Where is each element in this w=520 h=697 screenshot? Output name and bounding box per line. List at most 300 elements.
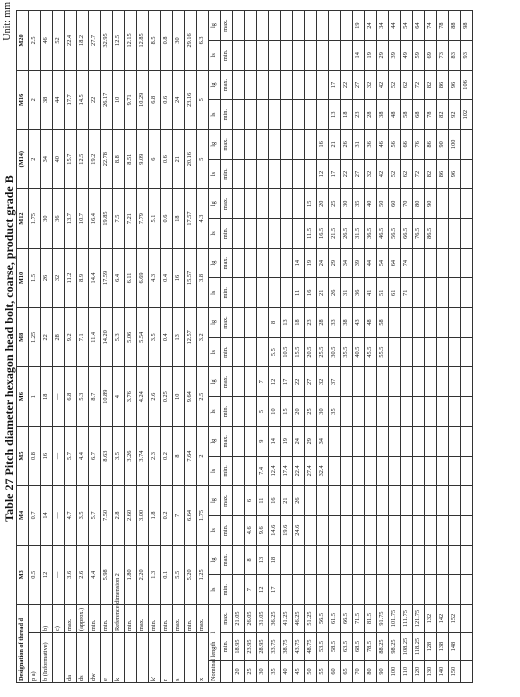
- length-value: [245, 456, 257, 486]
- length-value: [425, 248, 437, 278]
- length-value: [245, 130, 257, 160]
- dimension-value: 22.4: [65, 11, 77, 70]
- length-value: 56.5: [389, 219, 401, 249]
- dimension-value: 2.6: [149, 367, 161, 426]
- length-value: [437, 575, 449, 605]
- length-value: [377, 456, 389, 486]
- nominal-length: 55: [317, 661, 329, 683]
- dimension-value: 7.79: [137, 189, 149, 248]
- length-value: [449, 189, 461, 219]
- length-row: [341, 11, 353, 683]
- length-value: 58: [377, 308, 389, 338]
- length-row: [389, 11, 401, 683]
- dimension-value: 2: [29, 130, 41, 189]
- dimension-symbol: [137, 633, 149, 683]
- dimension-symbol: x: [197, 633, 209, 683]
- length-row: [317, 11, 329, 683]
- dimension-value: 15.57: [185, 248, 197, 307]
- dimension-value: 38: [41, 70, 53, 129]
- max-label: max.: [221, 545, 233, 575]
- length-row: [425, 11, 437, 683]
- nominal-length: 120: [413, 661, 425, 683]
- dimension-qualifier: max.: [197, 605, 209, 633]
- dimension-value: 2.3: [149, 426, 161, 485]
- dimension-value: 0.6: [161, 130, 173, 189]
- length-value: [341, 545, 353, 575]
- length-value: 26: [329, 278, 341, 308]
- length-value: [365, 486, 377, 516]
- length-value: 76.5: [413, 219, 425, 249]
- length-min: 33.75: [269, 633, 281, 661]
- length-value: 36.5: [365, 219, 377, 249]
- dimension-value: 9.09: [137, 130, 149, 189]
- length-value: [449, 515, 461, 545]
- length-value: 14.6: [269, 515, 281, 545]
- dimension-value: 6.69: [137, 248, 149, 307]
- dimension-value: 24: [173, 70, 185, 129]
- length-value: [461, 130, 473, 160]
- length-value: 22: [341, 70, 353, 100]
- length-value: 9.6: [257, 515, 269, 545]
- length-row: [401, 11, 413, 683]
- dimension-value: 46: [41, 11, 53, 70]
- length-value: 106: [461, 70, 473, 100]
- length-min: 128: [425, 633, 437, 661]
- dimension-row: [173, 11, 185, 683]
- length-l-label: l: [209, 605, 221, 661]
- max-label: max.: [221, 486, 233, 516]
- dimension-value: 10.29: [137, 70, 149, 129]
- length-value: [461, 575, 473, 605]
- length-value: 82: [437, 100, 449, 130]
- length-value: 86: [437, 70, 449, 100]
- dimension-value: 10: [173, 367, 185, 426]
- length-value: 15.5: [293, 337, 305, 367]
- length-value: [293, 545, 305, 575]
- length-value: 40: [365, 189, 377, 219]
- dimension-value: 3.5: [113, 426, 125, 485]
- length-min: 108.25: [401, 633, 413, 661]
- length-value: [245, 159, 257, 189]
- min-label: min.: [221, 515, 233, 545]
- length-min: 138: [437, 633, 449, 661]
- length-value: [293, 159, 305, 189]
- length-value: [245, 367, 257, 397]
- length-value: [233, 337, 245, 367]
- length-value: 100: [449, 130, 461, 160]
- length-value: [245, 40, 257, 70]
- length-value: 11: [293, 278, 305, 308]
- dimension-qualifier: min.: [125, 605, 137, 633]
- dimension-symbol: r: [161, 633, 173, 683]
- length-value: 43: [353, 308, 365, 338]
- dimension-value: 19.2: [89, 130, 101, 189]
- size-M10: M10: [17, 248, 29, 307]
- length-row: [413, 11, 425, 683]
- dimension-value: —: [53, 367, 65, 426]
- length-value: 16: [317, 130, 329, 160]
- length-value: 72: [413, 70, 425, 100]
- length-value: 74: [401, 248, 413, 278]
- length-max: 121.75: [413, 605, 425, 633]
- length-value: [377, 575, 389, 605]
- length-value: [293, 130, 305, 160]
- length-value: 23: [353, 100, 365, 130]
- length-min: 88.25: [377, 633, 389, 661]
- length-min: 43.75: [293, 633, 305, 661]
- length-value: [437, 189, 449, 219]
- length-max: 101.75: [389, 605, 401, 633]
- size-M8: M8: [17, 308, 29, 367]
- length-value: [377, 486, 389, 516]
- length-value: 12.4: [269, 456, 281, 486]
- length-value: [233, 367, 245, 397]
- dimension-value: 13.7: [65, 189, 77, 248]
- length-min: 48.75: [305, 633, 317, 661]
- dimension-value: 6.11: [125, 248, 137, 307]
- dimension-value: 15.7: [65, 130, 77, 189]
- length-value: [437, 219, 449, 249]
- length-value: [461, 545, 473, 575]
- length-value: [413, 367, 425, 397]
- dimension-value: 0.8: [161, 11, 173, 70]
- length-max: 111.75: [401, 605, 413, 633]
- length-value: [389, 308, 401, 338]
- lg-label: lg: [209, 367, 221, 397]
- dimension-value: 3.8: [197, 248, 209, 307]
- length-value: 98: [461, 11, 473, 41]
- length-value: 32: [365, 159, 377, 189]
- dimension-value: 3.74: [137, 426, 149, 485]
- length-value: [401, 426, 413, 456]
- dimension-qualifier: min.: [89, 605, 101, 633]
- length-value: 96: [449, 159, 461, 189]
- length-value: [449, 337, 461, 367]
- dimension-qualifier: [29, 605, 41, 633]
- length-value: [281, 575, 293, 605]
- dimension-value: 5: [197, 130, 209, 189]
- length-value: [257, 308, 269, 338]
- length-value: 12: [269, 367, 281, 397]
- dimension-value: 12.85: [137, 11, 149, 70]
- length-value: [257, 248, 269, 278]
- length-value: 10.5: [281, 337, 293, 367]
- length-value: [245, 100, 257, 130]
- nominal-length-label: Nominal length: [209, 661, 221, 683]
- length-max: 21.05: [233, 605, 245, 633]
- length-value: 68: [413, 100, 425, 130]
- length-value: [437, 397, 449, 427]
- dimension-value: 6.8: [65, 367, 77, 426]
- length-value: 82: [425, 70, 437, 100]
- dimension-value: 5: [197, 70, 209, 129]
- length-value: 71: [401, 278, 413, 308]
- length-value: [461, 308, 473, 338]
- length-value: [293, 100, 305, 130]
- length-value: [305, 515, 317, 545]
- max-label: max.: [221, 189, 233, 219]
- length-value: [293, 189, 305, 219]
- length-value: 21.5: [329, 219, 341, 249]
- dimension-value: 40: [53, 130, 65, 189]
- length-value: [353, 426, 365, 456]
- pitch-diameter-table: [16, 10, 473, 683]
- nominal-length: 140: [437, 661, 449, 683]
- length-value: 31.5: [353, 219, 365, 249]
- dimension-symbol: k': [149, 633, 161, 683]
- length-value: [449, 248, 461, 278]
- length-value: [293, 70, 305, 100]
- length-value: 62: [401, 159, 413, 189]
- length-value: [257, 130, 269, 160]
- length-value: 48: [389, 100, 401, 130]
- length-value: [461, 278, 473, 308]
- min-label: min.: [221, 40, 233, 70]
- length-value: 16: [269, 486, 281, 516]
- length-value: [269, 130, 281, 160]
- length-value: [449, 397, 461, 427]
- length-value: [269, 70, 281, 100]
- length-value: [413, 575, 425, 605]
- length-value: 24.6: [293, 515, 305, 545]
- dimension-value: 0.5: [29, 545, 41, 604]
- table-title: Table 27 Pitch diameter hexagon head bolt, coarse, product grade B: [2, 175, 16, 522]
- length-value: [317, 515, 329, 545]
- length-value: [341, 515, 353, 545]
- size-M16: M16: [17, 70, 29, 129]
- length-value: [233, 11, 245, 41]
- min-label: min.: [221, 278, 233, 308]
- dimension-value: 5.3: [113, 308, 125, 367]
- length-value: 51: [377, 278, 389, 308]
- dimension-qualifier: min.: [149, 605, 161, 633]
- length-value: 42: [377, 159, 389, 189]
- length-value: 31: [353, 130, 365, 160]
- max-label: max.: [221, 70, 233, 100]
- length-value: [257, 159, 269, 189]
- dimension-value: 2.20: [137, 545, 149, 604]
- length-value: [353, 456, 365, 486]
- length-value: [293, 40, 305, 70]
- length-value: [425, 486, 437, 516]
- dimension-value: 8.63: [101, 426, 113, 485]
- dimension-value: 5.98: [101, 545, 113, 604]
- length-value: [425, 515, 437, 545]
- dimension-row: [161, 11, 173, 683]
- length-value: [449, 308, 461, 338]
- length-value: [305, 130, 317, 160]
- length-max: 142: [437, 605, 449, 633]
- length-value: 20: [317, 189, 329, 219]
- dimension-value: 4.3: [197, 189, 209, 248]
- dimension-value: 21: [173, 130, 185, 189]
- min-label: min.: [221, 219, 233, 249]
- length-value: [449, 219, 461, 249]
- length-value: 14: [293, 248, 305, 278]
- dimension-value: 7.50: [101, 486, 113, 545]
- length-value: 29: [329, 248, 341, 278]
- length-value: 19: [305, 248, 317, 278]
- max-label: max.: [221, 367, 233, 397]
- lg-label: lg: [209, 189, 221, 219]
- dimension-value: 3.5: [77, 486, 89, 545]
- length-min: 23.95: [245, 633, 257, 661]
- length-value: 14: [353, 40, 365, 70]
- length-value: 69: [425, 40, 437, 70]
- length-value: [401, 515, 413, 545]
- size-M20: M20: [17, 11, 29, 70]
- length-value: [329, 545, 341, 575]
- length-value: 39: [353, 248, 365, 278]
- dimension-value: 0.2: [161, 486, 173, 545]
- dimension-value: 34: [41, 130, 53, 189]
- length-value: [437, 367, 449, 397]
- length-value: 26.5: [341, 219, 353, 249]
- length-value: 80: [413, 189, 425, 219]
- dimension-value: 18: [41, 367, 53, 426]
- designation-label: Designation of thread d: [17, 605, 29, 683]
- length-row: [269, 11, 281, 683]
- length-value: [377, 367, 389, 397]
- length-value: 54: [401, 11, 413, 41]
- length-value: 10: [269, 397, 281, 427]
- nominal-length: 90: [377, 661, 389, 683]
- length-value: 26: [293, 486, 305, 516]
- dimension-value: 28: [53, 308, 65, 367]
- length-value: 17: [269, 575, 281, 605]
- dimension-value: 5.7: [65, 426, 77, 485]
- min-label: min.: [221, 575, 233, 605]
- dimension-value: 1.75: [197, 486, 209, 545]
- length-value: [461, 456, 473, 486]
- length-value: 86: [437, 159, 449, 189]
- dimension-value: 0.7: [29, 486, 41, 545]
- length-min: [461, 633, 473, 661]
- length-value: 35.5: [341, 337, 353, 367]
- dimension-value: 44: [53, 70, 65, 129]
- nominal-length: 65: [341, 661, 353, 683]
- length-value: [305, 159, 317, 189]
- dimension-value: 1.25: [197, 545, 209, 604]
- length-row: [305, 11, 317, 683]
- length-value: [269, 219, 281, 249]
- length-row: [437, 11, 449, 683]
- length-value: [245, 248, 257, 278]
- min-label: min.: [221, 397, 233, 427]
- size-M6: M6: [17, 367, 29, 426]
- nominal-length: 20: [233, 661, 245, 683]
- dimension-value: 1.75: [29, 189, 41, 248]
- length-value: [281, 40, 293, 70]
- length-value: [353, 397, 365, 427]
- length-value: 83: [449, 40, 461, 70]
- ls-label: ls: [209, 515, 221, 545]
- length-value: 28: [365, 100, 377, 130]
- length-row: [449, 11, 461, 683]
- length-max: 41.25: [281, 605, 293, 633]
- length-value: 20: [293, 397, 305, 427]
- length-value: 23: [305, 308, 317, 338]
- length-value: [317, 545, 329, 575]
- nominal-length: 40: [281, 661, 293, 683]
- length-value: [341, 456, 353, 486]
- dimension-row: [53, 11, 65, 683]
- dimension-value: 4.4: [89, 545, 101, 604]
- length-value: 27: [353, 159, 365, 189]
- length-value: [401, 308, 413, 338]
- length-value: [437, 426, 449, 456]
- length-min: 118.25: [413, 633, 425, 661]
- length-value: 4.6: [245, 515, 257, 545]
- length-value: [377, 545, 389, 575]
- length-value: [233, 189, 245, 219]
- dimension-value: 29.16: [185, 11, 197, 70]
- length-value: [233, 575, 245, 605]
- max-label: max.: [221, 605, 233, 633]
- nominal-length: [461, 661, 473, 683]
- length-value: 15: [305, 189, 317, 219]
- length-value: [413, 515, 425, 545]
- length-value: 88: [449, 11, 461, 41]
- length-value: 32: [365, 70, 377, 100]
- length-value: 19: [365, 40, 377, 70]
- length-max: 26.05: [245, 605, 257, 633]
- length-value: [245, 189, 257, 219]
- length-value: [257, 337, 269, 367]
- length-value: [233, 456, 245, 486]
- dimension-row: [101, 11, 113, 683]
- ls-label: ls: [209, 278, 221, 308]
- length-value: 33: [329, 308, 341, 338]
- dimension-value: 6.8: [149, 70, 161, 129]
- dimension-symbol: e: [101, 633, 113, 683]
- dimension-value: 4: [113, 367, 125, 426]
- dimension-value: 8.9: [77, 248, 89, 307]
- nominal-length: 25: [245, 661, 257, 683]
- dimension-qualifier: max.: [173, 605, 185, 633]
- length-value: [437, 248, 449, 278]
- length-value: [413, 426, 425, 456]
- length-value: 20.5: [305, 337, 317, 367]
- unit-label: Unit: mm: [2, 2, 13, 41]
- length-min: 28.95: [257, 633, 269, 661]
- length-value: [389, 545, 401, 575]
- length-value: [281, 278, 293, 308]
- dimension-value: 12.15: [125, 11, 137, 70]
- dimension-value: 27.7: [89, 11, 101, 70]
- dimension-value: 5.20: [185, 545, 197, 604]
- dimension-value: 9.64: [185, 367, 197, 426]
- dimension-value: 9.71: [125, 70, 137, 129]
- length-value: [461, 367, 473, 397]
- length-max: 66.5: [341, 605, 353, 633]
- length-value: [341, 426, 353, 456]
- dimension-symbol: [125, 633, 137, 683]
- dimension-value: 10: [113, 70, 125, 129]
- dimension-value: 32: [53, 248, 65, 307]
- length-value: [425, 426, 437, 456]
- dimension-qualifier: min.: [185, 605, 197, 633]
- dimension-value: 2.60: [125, 486, 137, 545]
- size-M4: M4: [17, 486, 29, 545]
- length-value: 22.4: [293, 456, 305, 486]
- length-value: [461, 486, 473, 516]
- dimension-value: —: [53, 545, 65, 604]
- dimension-value: 1: [29, 367, 41, 426]
- length-min: 53.5: [317, 633, 329, 661]
- length-value: 34: [317, 426, 329, 456]
- dimension-symbol: s: [173, 633, 185, 683]
